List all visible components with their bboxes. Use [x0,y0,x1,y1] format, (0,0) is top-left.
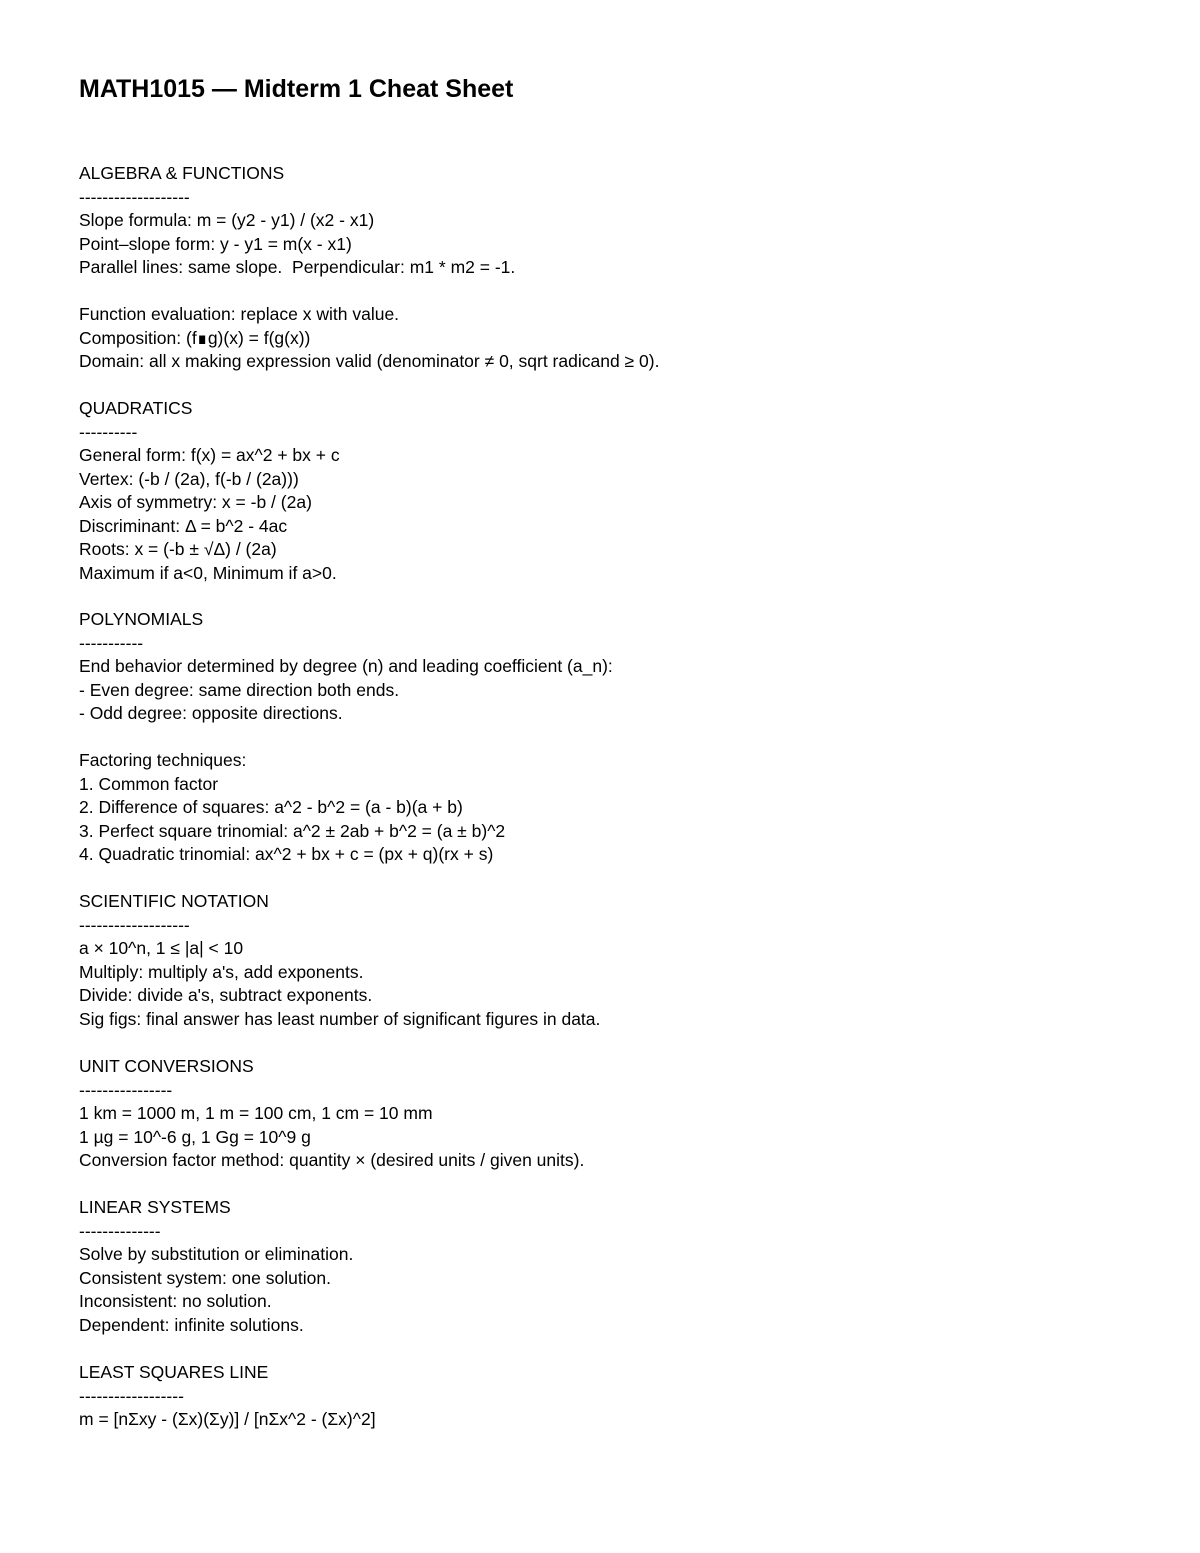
section-rule: ------------------- [79,914,190,935]
section-linear-systems [79,1196,353,1337]
text-line: 1 km = 1000 m, 1 m = 100 cm, 1 cm = 10 mm [79,1103,433,1123]
section-rule: ----------- [79,632,144,653]
text-line: a × 10^n, 1 ≤ |a| < 10 [79,938,244,958]
text-line: 1. Common factor [79,773,219,794]
text-line: Consistent system: one solution. [79,1267,331,1288]
text-line: 4. Quadratic trinomial: ax^2 + bx + c = (px + q)(rx + s) [79,844,494,864]
section-rule: -------------- [79,1220,161,1241]
section-unit-conversions [79,1055,584,1173]
text-line: Factoring techniques: [79,750,247,770]
blank-line [79,726,613,750]
text-line: Point–slope form: y - y1 = m(x - x1) [79,233,352,254]
section-heading: LEAST SQUARES LINE [79,1362,269,1382]
section-rule: ---------- [79,421,138,442]
section-heading: LINEAR SYSTEMS [79,1197,231,1217]
section-heading: POLYNOMIALS [79,609,204,629]
section-polynomials [79,608,613,867]
text-line: Function evaluation: replace x with value. [79,304,400,324]
section-heading: QUADRATICS [79,398,193,418]
text-line: 1 µg = 10^-6 g, 1 Gg = 10^9 g [79,1126,311,1147]
text-line: Axis of symmetry: x = -b / (2a) [79,492,312,512]
text-line: Domain: all x making expression valid (denominator ≠ 0, sqrt radicand ≥ 0). [79,351,660,371]
text-line: Multiply: multiply a's, add exponents. [79,961,364,982]
text-line: General form: f(x) = ax^2 + bx + c [79,445,340,465]
text-line: Solve by substitution or elimination. [79,1244,354,1264]
text-line: Dependent: infinite solutions. [79,1314,304,1335]
section-quadratics [79,397,340,585]
blank-line [79,280,659,304]
text-line: Sig figs: final answer has least number of significant figures in data. [79,1008,601,1029]
text-line: - Even degree: same direction both ends. [79,679,400,700]
text-line: Composition: (f∎g)(x) = f(g(x)) [79,327,311,348]
text-line: Discriminant: Δ = b^2 - 4ac [79,515,288,536]
section-rule: ---------------- [79,1079,173,1100]
section-algebra-functions [79,162,659,374]
section-heading: UNIT CONVERSIONS [79,1056,254,1076]
text-line: Divide: divide a's, subtract exponents. [79,985,373,1005]
text-line: 2. Difference of squares: a^2 - b^2 = (a - b)(a + b) [79,797,463,817]
page-title: MATH1015 — Midterm 1 Cheat Sheet [79,75,514,103]
text-line: Conversion factor method: quantity × (desired units / given units). [79,1150,585,1170]
section-rule: ------------------ [79,1385,184,1406]
section-heading: ALGEBRA & FUNCTIONS [79,163,285,183]
text-line: Inconsistent: no solution. [79,1291,272,1311]
section-least-squares-line [79,1361,376,1432]
text-line: Slope formula: m = (y2 - y1) / (x2 - x1) [79,210,375,230]
section-rule: ------------------- [79,186,190,207]
text-line: Parallel lines: same slope. Perpendicular: m1 * m2 = -1. [79,257,516,277]
text-line: m = [nΣxy - (Σx)(Σy)] / [nΣx^2 - (Σx)^2] [79,1409,376,1429]
text-line: Roots: x = (-b ± √Δ) / (2a) [79,539,277,559]
text-line: Maximum if a<0, Minimum if a>0. [79,562,337,583]
text-line: End behavior determined by degree (n) and leading coefficient (a_n): [79,656,613,676]
section-scientific-notation [79,890,600,1031]
text-line: Vertex: (-b / (2a), f(-b / (2a))) [79,468,299,489]
section-heading: SCIENTIFIC NOTATION [79,891,269,911]
text-line: 3. Perfect square trinomial: a^2 ± 2ab + b^2 = (a ± b)^2 [79,820,506,841]
text-line: - Odd degree: opposite directions. [79,703,343,723]
